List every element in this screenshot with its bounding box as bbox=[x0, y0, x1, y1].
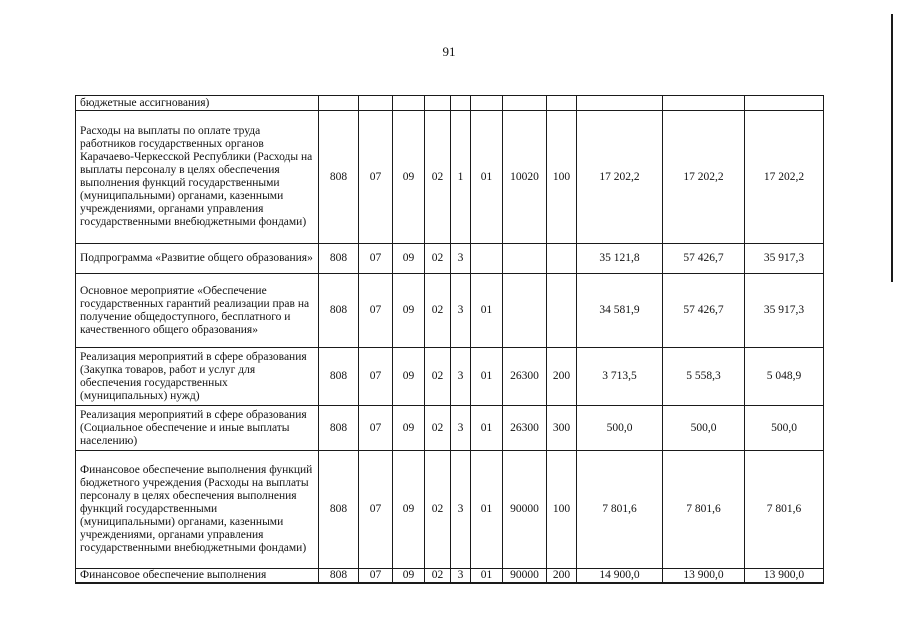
amount-year-3-cell: 35 917,3 bbox=[745, 274, 824, 348]
direction-code-cell bbox=[503, 244, 547, 274]
amount-year-2-cell: 5 558,3 bbox=[663, 348, 745, 406]
expense-type-cell bbox=[547, 274, 577, 348]
section-code-cell bbox=[359, 96, 393, 111]
section-code-cell: 07 bbox=[359, 451, 393, 569]
subprogram-code-cell: 3 bbox=[451, 451, 471, 569]
section-code-cell: 07 bbox=[359, 569, 393, 584]
amount-year-2-cell: 57 426,7 bbox=[663, 274, 745, 348]
amount-year-2-cell bbox=[663, 96, 745, 111]
amount-year-2-cell: 500,0 bbox=[663, 406, 745, 451]
program-code-cell: 02 bbox=[425, 111, 451, 244]
activity-code-cell: 01 bbox=[471, 451, 503, 569]
row-name-cell: Финансовое обеспечение выполнения bbox=[76, 569, 319, 584]
amount-year-1-cell: 14 900,0 bbox=[577, 569, 663, 584]
expense-type-cell: 100 bbox=[547, 111, 577, 244]
amount-year-3-cell: 17 202,2 bbox=[745, 111, 824, 244]
table-row bbox=[76, 111, 824, 244]
amount-year-3-cell: 13 900,0 bbox=[745, 569, 824, 584]
ministry-code-cell bbox=[319, 96, 359, 111]
row-name-cell: Реализация мероприятий в сфере образования (Социальное обеспечение и иные выплаты населению) bbox=[76, 406, 319, 451]
amount-year-3-cell: 500,0 bbox=[745, 406, 824, 451]
subprogram-code-cell: 3 bbox=[451, 274, 471, 348]
expense-type-cell: 200 bbox=[547, 569, 577, 584]
scan-edge-line bbox=[891, 14, 893, 282]
amount-year-3-cell: 7 801,6 bbox=[745, 451, 824, 569]
subprogram-code-cell: 1 bbox=[451, 111, 471, 244]
program-code-cell: 02 bbox=[425, 406, 451, 451]
activity-code-cell bbox=[471, 96, 503, 111]
subsection-code-cell: 09 bbox=[393, 451, 425, 569]
table-row bbox=[76, 348, 824, 406]
subsection-code-cell: 09 bbox=[393, 274, 425, 348]
table-row bbox=[76, 96, 824, 111]
expense-type-cell: 100 bbox=[547, 451, 577, 569]
subsection-code-cell: 09 bbox=[393, 569, 425, 584]
row-name-cell: бюджетные ассигнования) bbox=[76, 96, 319, 111]
program-code-cell: 02 bbox=[425, 244, 451, 274]
amount-year-1-cell: 500,0 bbox=[577, 406, 663, 451]
amount-year-2-cell: 13 900,0 bbox=[663, 569, 745, 584]
expense-type-cell bbox=[547, 244, 577, 274]
amount-year-1-cell: 34 581,9 bbox=[577, 274, 663, 348]
program-code-cell: 02 bbox=[425, 569, 451, 584]
amount-year-2-cell: 17 202,2 bbox=[663, 111, 745, 244]
amount-year-3-cell bbox=[745, 96, 824, 111]
subprogram-code-cell bbox=[451, 96, 471, 111]
section-code-cell: 07 bbox=[359, 111, 393, 244]
row-name-cell: Финансовое обеспечение выполнения функций бюджетного учреждения (Расходы на выплаты персоналу в целях обеспечения выполнения функций государственными (муниципальными) органами, казенными учреждениями, органами управления государственными внебюджетными фондами) bbox=[76, 451, 319, 569]
section-code-cell: 07 bbox=[359, 274, 393, 348]
program-code-cell: 02 bbox=[425, 451, 451, 569]
amount-year-1-cell bbox=[577, 96, 663, 111]
activity-code-cell bbox=[471, 244, 503, 274]
row-name-cell: Расходы на выплаты по оплате труда работников государственных органов Карачаево-Черкесской Республики (Расходы на выплаты персоналу в целях обеспечения выполнения функций государственными (муниципальными) органами, казенными учреждениями, органами управления государственными внебюджетными фондами) bbox=[76, 111, 319, 244]
direction-code-cell bbox=[503, 96, 547, 111]
page-number: 91 bbox=[442, 44, 456, 59]
subsection-code-cell: 09 bbox=[393, 244, 425, 274]
direction-code-cell: 10020 bbox=[503, 111, 547, 244]
subprogram-code-cell: 3 bbox=[451, 348, 471, 406]
section-code-cell: 07 bbox=[359, 244, 393, 274]
table-row bbox=[76, 274, 824, 348]
amount-year-3-cell: 35 917,3 bbox=[745, 244, 824, 274]
direction-code-cell: 90000 bbox=[503, 451, 547, 569]
table-row bbox=[76, 244, 824, 274]
direction-code-cell bbox=[503, 274, 547, 348]
direction-code-cell: 26300 bbox=[503, 348, 547, 406]
program-code-cell: 02 bbox=[425, 348, 451, 406]
subprogram-code-cell: 3 bbox=[451, 406, 471, 451]
activity-code-cell: 01 bbox=[471, 406, 503, 451]
ministry-code-cell: 808 bbox=[319, 569, 359, 584]
amount-year-3-cell: 5 048,9 bbox=[745, 348, 824, 406]
program-code-cell bbox=[425, 96, 451, 111]
row-name-cell: Реализация мероприятий в сфере образования (Закупка товаров, работ и услуг для обеспечения государственных (муниципальных) нужд) bbox=[76, 348, 319, 406]
ministry-code-cell: 808 bbox=[319, 111, 359, 244]
direction-code-cell: 90000 bbox=[503, 569, 547, 584]
ministry-code-cell: 808 bbox=[319, 451, 359, 569]
activity-code-cell: 01 bbox=[471, 274, 503, 348]
row-name-cell: Основное мероприятие «Обеспечение государственных гарантий реализации прав на получение общедоступного, бесплатного и качественного общего образования» bbox=[76, 274, 319, 348]
ministry-code-cell: 808 bbox=[319, 274, 359, 348]
subsection-code-cell: 09 bbox=[393, 348, 425, 406]
amount-year-2-cell: 7 801,6 bbox=[663, 451, 745, 569]
section-code-cell: 07 bbox=[359, 348, 393, 406]
subsection-code-cell: 09 bbox=[393, 111, 425, 244]
amount-year-1-cell: 3 713,5 bbox=[577, 348, 663, 406]
activity-code-cell: 01 bbox=[471, 348, 503, 406]
activity-code-cell: 01 bbox=[471, 111, 503, 244]
table-row bbox=[76, 451, 824, 569]
row-name-cell: Подпрограмма «Развитие общего образования» bbox=[76, 244, 319, 274]
ministry-code-cell: 808 bbox=[319, 348, 359, 406]
amount-year-2-cell: 57 426,7 bbox=[663, 244, 745, 274]
subprogram-code-cell: 3 bbox=[451, 244, 471, 274]
budget-table bbox=[75, 95, 824, 584]
subsection-code-cell bbox=[393, 96, 425, 111]
expense-type-cell bbox=[547, 96, 577, 111]
activity-code-cell: 01 bbox=[471, 569, 503, 584]
subsection-code-cell: 09 bbox=[393, 406, 425, 451]
direction-code-cell: 26300 bbox=[503, 406, 547, 451]
ministry-code-cell: 808 bbox=[319, 406, 359, 451]
ministry-code-cell: 808 bbox=[319, 244, 359, 274]
expense-type-cell: 200 bbox=[547, 348, 577, 406]
subprogram-code-cell: 3 bbox=[451, 569, 471, 584]
program-code-cell: 02 bbox=[425, 274, 451, 348]
section-code-cell: 07 bbox=[359, 406, 393, 451]
amount-year-1-cell: 35 121,8 bbox=[577, 244, 663, 274]
expense-type-cell: 300 bbox=[547, 406, 577, 451]
table-row bbox=[76, 406, 824, 451]
table-row bbox=[76, 569, 824, 584]
amount-year-1-cell: 7 801,6 bbox=[577, 451, 663, 569]
amount-year-1-cell: 17 202,2 bbox=[577, 111, 663, 244]
